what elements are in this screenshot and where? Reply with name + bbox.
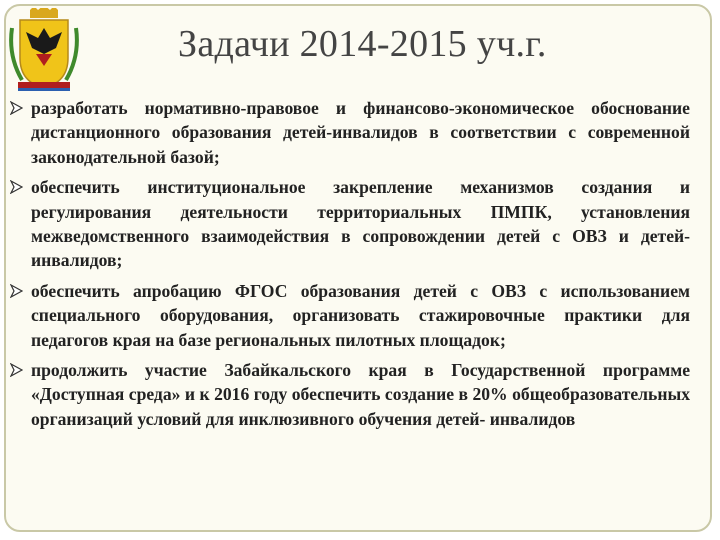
list-item-text: продолжить участие Забайкальского края в Государственной программе «Доступная среда» и к 2016 году обеспечить создание в 20% общеобразовательных организаций условий для инклюзивного обучения детей- инвалидов xyxy=(31,360,690,429)
list-item xyxy=(0,279,720,352)
list-item-text: обеспечить апробацию ФГОС образования детей с ОВЗ с использованием специального оборудования, организовать стажировочные практики для педагогов края на базе региональных пилотных площадок; xyxy=(31,280,690,350)
list-item-text: разработать нормативно-правовое и финансово-экономическое обоснование дистанционного образования детей-инвалидов в соответствии с современной законодательной базой; xyxy=(31,98,690,167)
coat-of-arms-icon xyxy=(8,8,80,92)
slide-title: Задачи 2014-2015 уч.г. xyxy=(178,23,547,65)
list-item xyxy=(0,358,720,431)
list-item xyxy=(0,175,720,273)
arrow-bullet-icon xyxy=(10,101,23,115)
list-item-text: обеспечить институциональное закрепление механизмов создания и регулирования деятельности территориальных ПМПК, установления межведомственного взаимодействия в сопровождении детей с ОВЗ и детей-инвалидов; xyxy=(31,177,690,271)
list-item xyxy=(0,96,720,169)
task-list xyxy=(0,96,720,437)
arrow-bullet-icon xyxy=(10,180,23,194)
arrow-bullet-icon xyxy=(10,284,23,298)
arrow-bullet-icon xyxy=(10,363,23,377)
